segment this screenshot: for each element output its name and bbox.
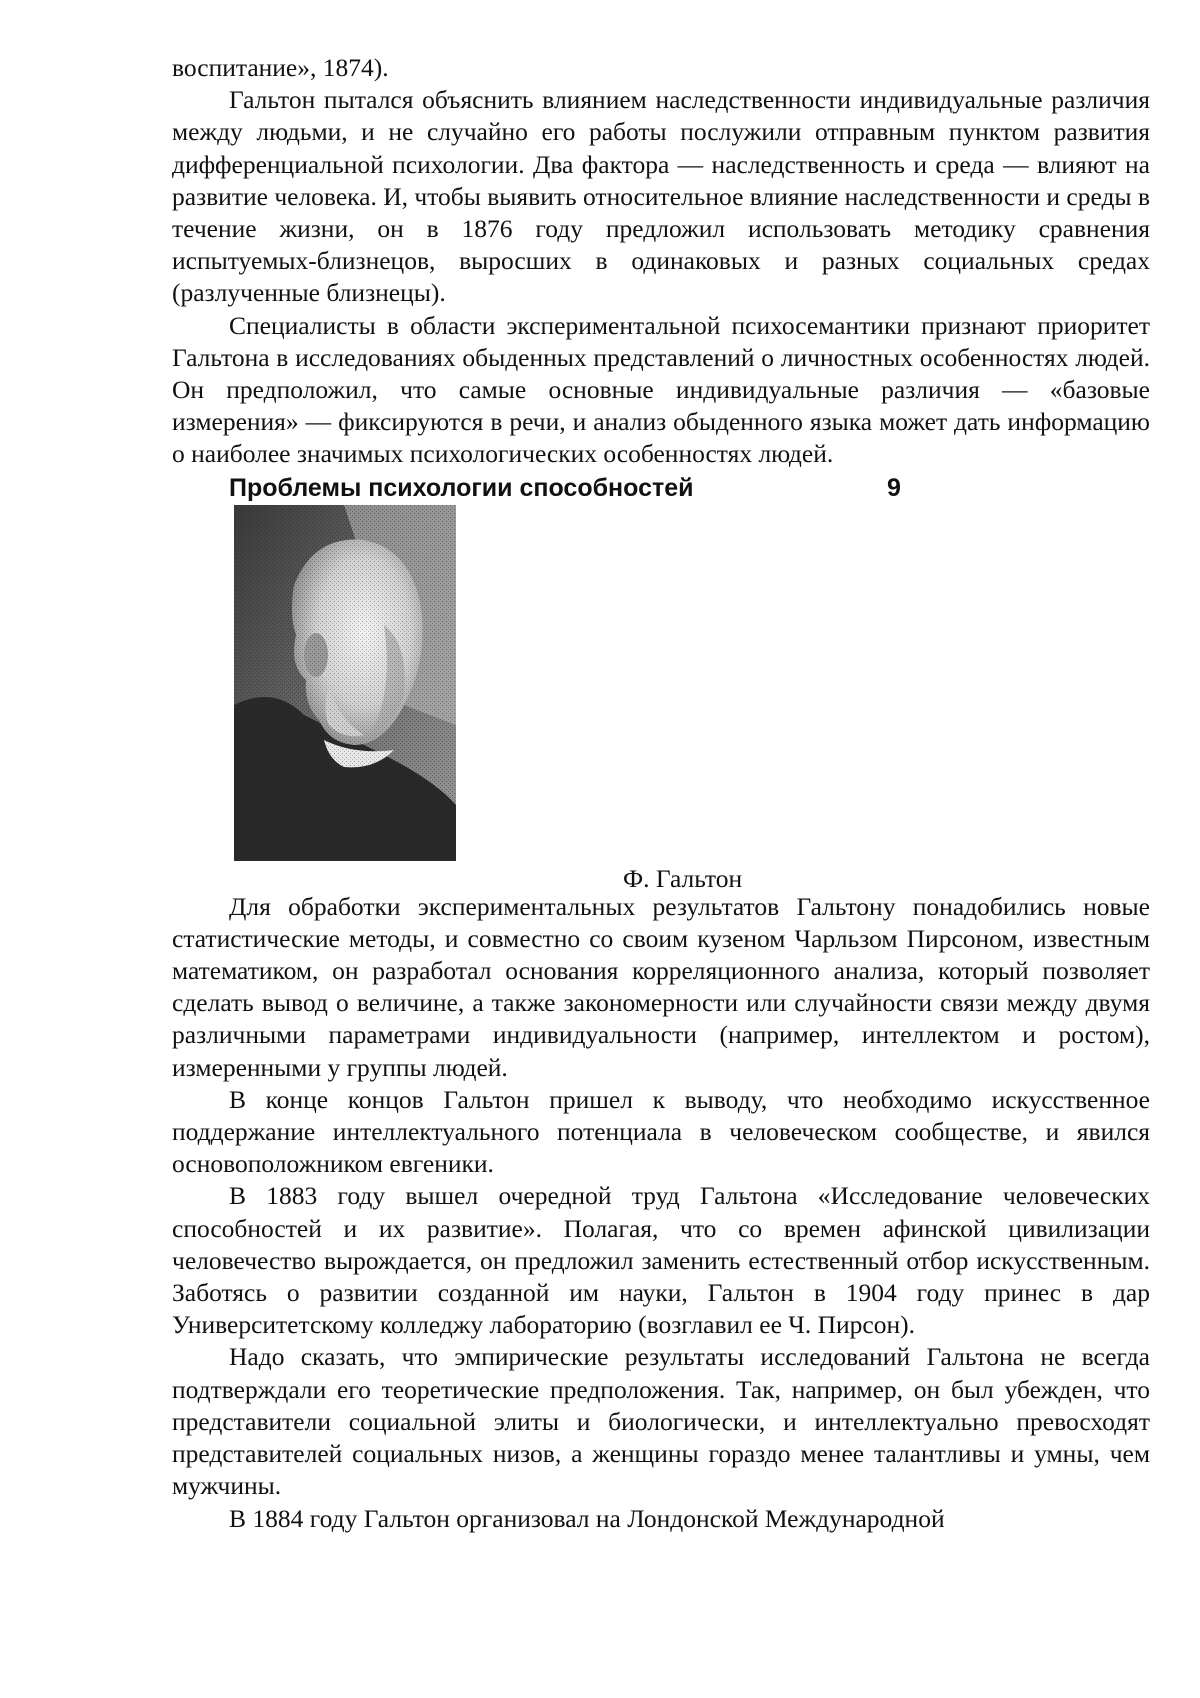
running-header [172,471,1150,505]
paragraph-5: В конце концов Гальтон пришел к выводу, что необходимо искусственное поддержание интеллектуального потенциала в человеческом сообществе, и явился основоположником евгеники. [172,1084,1150,1181]
figure-caption: Ф. Гальтон [623,863,742,895]
figure [172,505,1150,891]
paragraph-2: Гальтон пытался объяснить влиянием наследственности индивидуальные различия между людьми, и не случайно его работы послужили отправным пунктом развития дифференциальной психологии. Два фактора — наследственность и среда — влияют на развитие человека. И, чтобы выявить относительное влияние наследственности и среды в течение жизни, он в 1876 году предложил использовать методику сравнения испытуемых-близнецов, выросших в одинаковых и разных социальных средах (разлученные близнецы). [172,84,1150,309]
paragraph-7: Надо сказать, что эмпирические результаты исследований Гальтона не всегда подтверждали его теоретические предположения. Так, например, он был убежден, что представители социальной элиты и биологически, и интеллектуально превосходят представителей социальных низов, а женщины гораздо менее талантливы и умны, чем мужчины. [172,1341,1150,1502]
portrait-photo [234,505,456,861]
paragraph-4: Для обработки экспериментальных результатов Гальтону понадобились новые статистические методы, и совместно со своим кузеном Чарльзом Пирсоном, известным математиком, он разработал основания корреляционного анализа, который позволяет сделать вывод о величине, а также закономерности или случайности связи между двумя различными параметрами индивидуальности (например, интеллектом и ростом), измеренными у группы людей. [172,891,1150,1084]
paragraph-3: Специалисты в области экспериментальной психосемантики признают приоритет Гальтона в исследованиях обыденных представлений о личностных особенностях людей. Он предположил, что самые основные индивидуальные различия — «базовые измерения» — фиксируются в речи, и анализ обыденного языка может дать информацию о наиболее значимых психологических особенностях людей. [172,310,1150,471]
document-page [172,52,1150,1535]
paragraph-8: В 1884 году Гальтон организовал на Лондонской Международной [172,1503,1150,1535]
paragraph-1: воспитание», 1874). [172,52,1150,84]
running-header-title: Проблемы психологии способностей [229,471,694,505]
page-number: 9 [887,471,901,505]
paragraph-6: В 1883 году вышел очередной труд Гальтона «Исследование человеческих способностей и их развитие». Полагая, что со времен афинской цивилизации человечество вырождается, он предложил заменить естественный отбор искусственным. Заботясь о развитии созданной им науки, Гальтон в 1904 году принес в дар Университетскому колледжу лабораторию (возглавил ее Ч. Пирсон). [172,1180,1150,1341]
